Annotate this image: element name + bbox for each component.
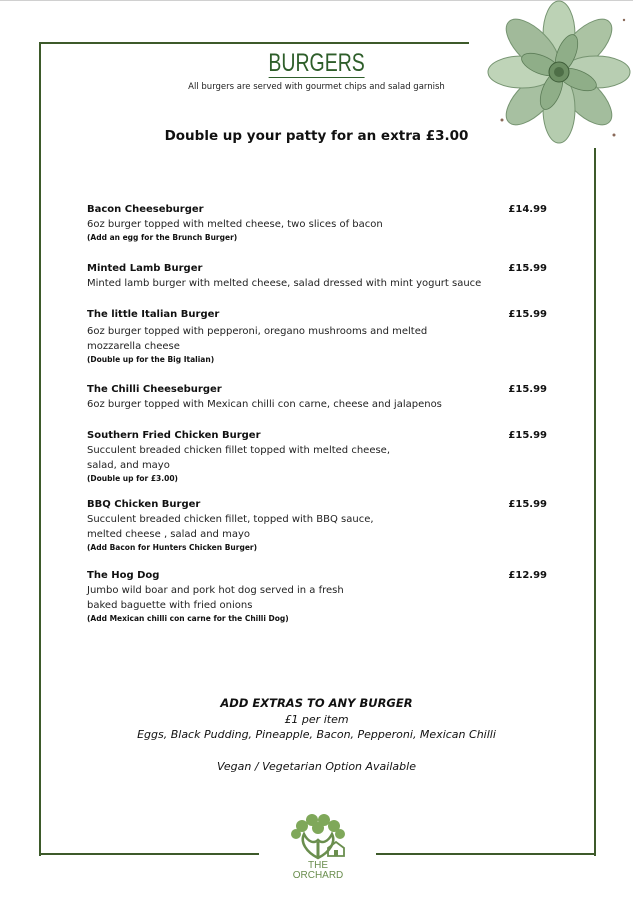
extras-title: ADD EXTRAS TO ANY BURGER bbox=[220, 696, 413, 710]
item-name: The little Italian Burger bbox=[87, 309, 220, 320]
item-note: (Add Bacon for Hunters Chicken Burger) bbox=[87, 543, 258, 552]
border-bottom-left bbox=[39, 853, 259, 855]
item-desc: 6oz burger topped with Mexican chilli con carne, cheese and jalapenos bbox=[87, 399, 442, 410]
menu-item bbox=[87, 262, 557, 291]
border-bottom-right bbox=[376, 853, 596, 855]
item-desc: 6oz burger topped with melted cheese, two slices of bacon bbox=[87, 219, 383, 230]
extras-list: Eggs, Black Pudding, Pineapple, Bacon, Pepperoni, Mexican Chilli bbox=[137, 728, 496, 741]
item-price: £12.99 bbox=[508, 570, 547, 581]
item-desc: mozzarella cheese bbox=[87, 341, 180, 352]
logo-text-the: THE bbox=[308, 860, 328, 871]
logo-text-orchard: ORCHARD bbox=[292, 870, 344, 881]
item-price: £15.99 bbox=[508, 263, 547, 274]
item-note: (Add an egg for the Brunch Burger) bbox=[87, 233, 238, 242]
border-right bbox=[594, 148, 596, 856]
promo-text: Double up your patty for an extra £3.00 bbox=[164, 128, 469, 144]
item-desc: melted cheese , salad and mayo bbox=[87, 529, 250, 540]
item-desc: salad, and mayo bbox=[87, 460, 170, 471]
subtitle: All burgers are served with gourmet chips and salad garnish bbox=[188, 82, 445, 92]
item-name: The Hog Dog bbox=[87, 570, 160, 581]
menu-item bbox=[87, 308, 557, 366]
item-desc: baked baguette with fried onions bbox=[87, 600, 253, 611]
item-name: Southern Fried Chicken Burger bbox=[87, 430, 261, 441]
menu-item bbox=[87, 569, 557, 625]
item-name: The Chilli Cheeseburger bbox=[87, 384, 222, 395]
page-title-text: BURGERS bbox=[268, 49, 365, 77]
item-note: (Add Mexican chilli con carne for the Chilli Dog) bbox=[87, 614, 289, 623]
menu-item bbox=[87, 498, 557, 554]
item-desc: Jumbo wild boar and pork hot dog served in a fresh bbox=[87, 585, 344, 596]
item-desc: 6oz burger topped with pepperoni, oregano mushrooms and melted bbox=[87, 326, 428, 337]
menu-item bbox=[87, 203, 557, 244]
item-price: £15.99 bbox=[508, 309, 547, 320]
item-price: £15.99 bbox=[508, 384, 547, 395]
menu-item bbox=[87, 383, 557, 412]
item-name: BBQ Chicken Burger bbox=[87, 499, 201, 510]
item-price: £15.99 bbox=[508, 499, 547, 510]
extras-price: £1 per item bbox=[284, 713, 349, 726]
item-desc: Succulent breaded chicken fillet topped with melted cheese, bbox=[87, 445, 391, 456]
item-price: £15.99 bbox=[508, 430, 547, 441]
item-desc: Minted lamb burger with melted cheese, salad dressed with mint yogurt sauce bbox=[87, 278, 482, 289]
page-title bbox=[70, 49, 564, 78]
item-name: Bacon Cheeseburger bbox=[87, 204, 204, 215]
item-desc: Succulent breaded chicken fillet, topped with BBQ sauce, bbox=[87, 514, 374, 525]
item-price: £14.99 bbox=[508, 204, 547, 215]
item-name: Minted Lamb Burger bbox=[87, 263, 203, 274]
border-top bbox=[39, 42, 469, 44]
vegan-option: Vegan / Vegetarian Option Available bbox=[217, 760, 416, 773]
item-note: (Double up for the Big Italian) bbox=[87, 355, 215, 364]
item-note: (Double up for £3.00) bbox=[87, 474, 178, 483]
menu-item bbox=[87, 429, 557, 485]
